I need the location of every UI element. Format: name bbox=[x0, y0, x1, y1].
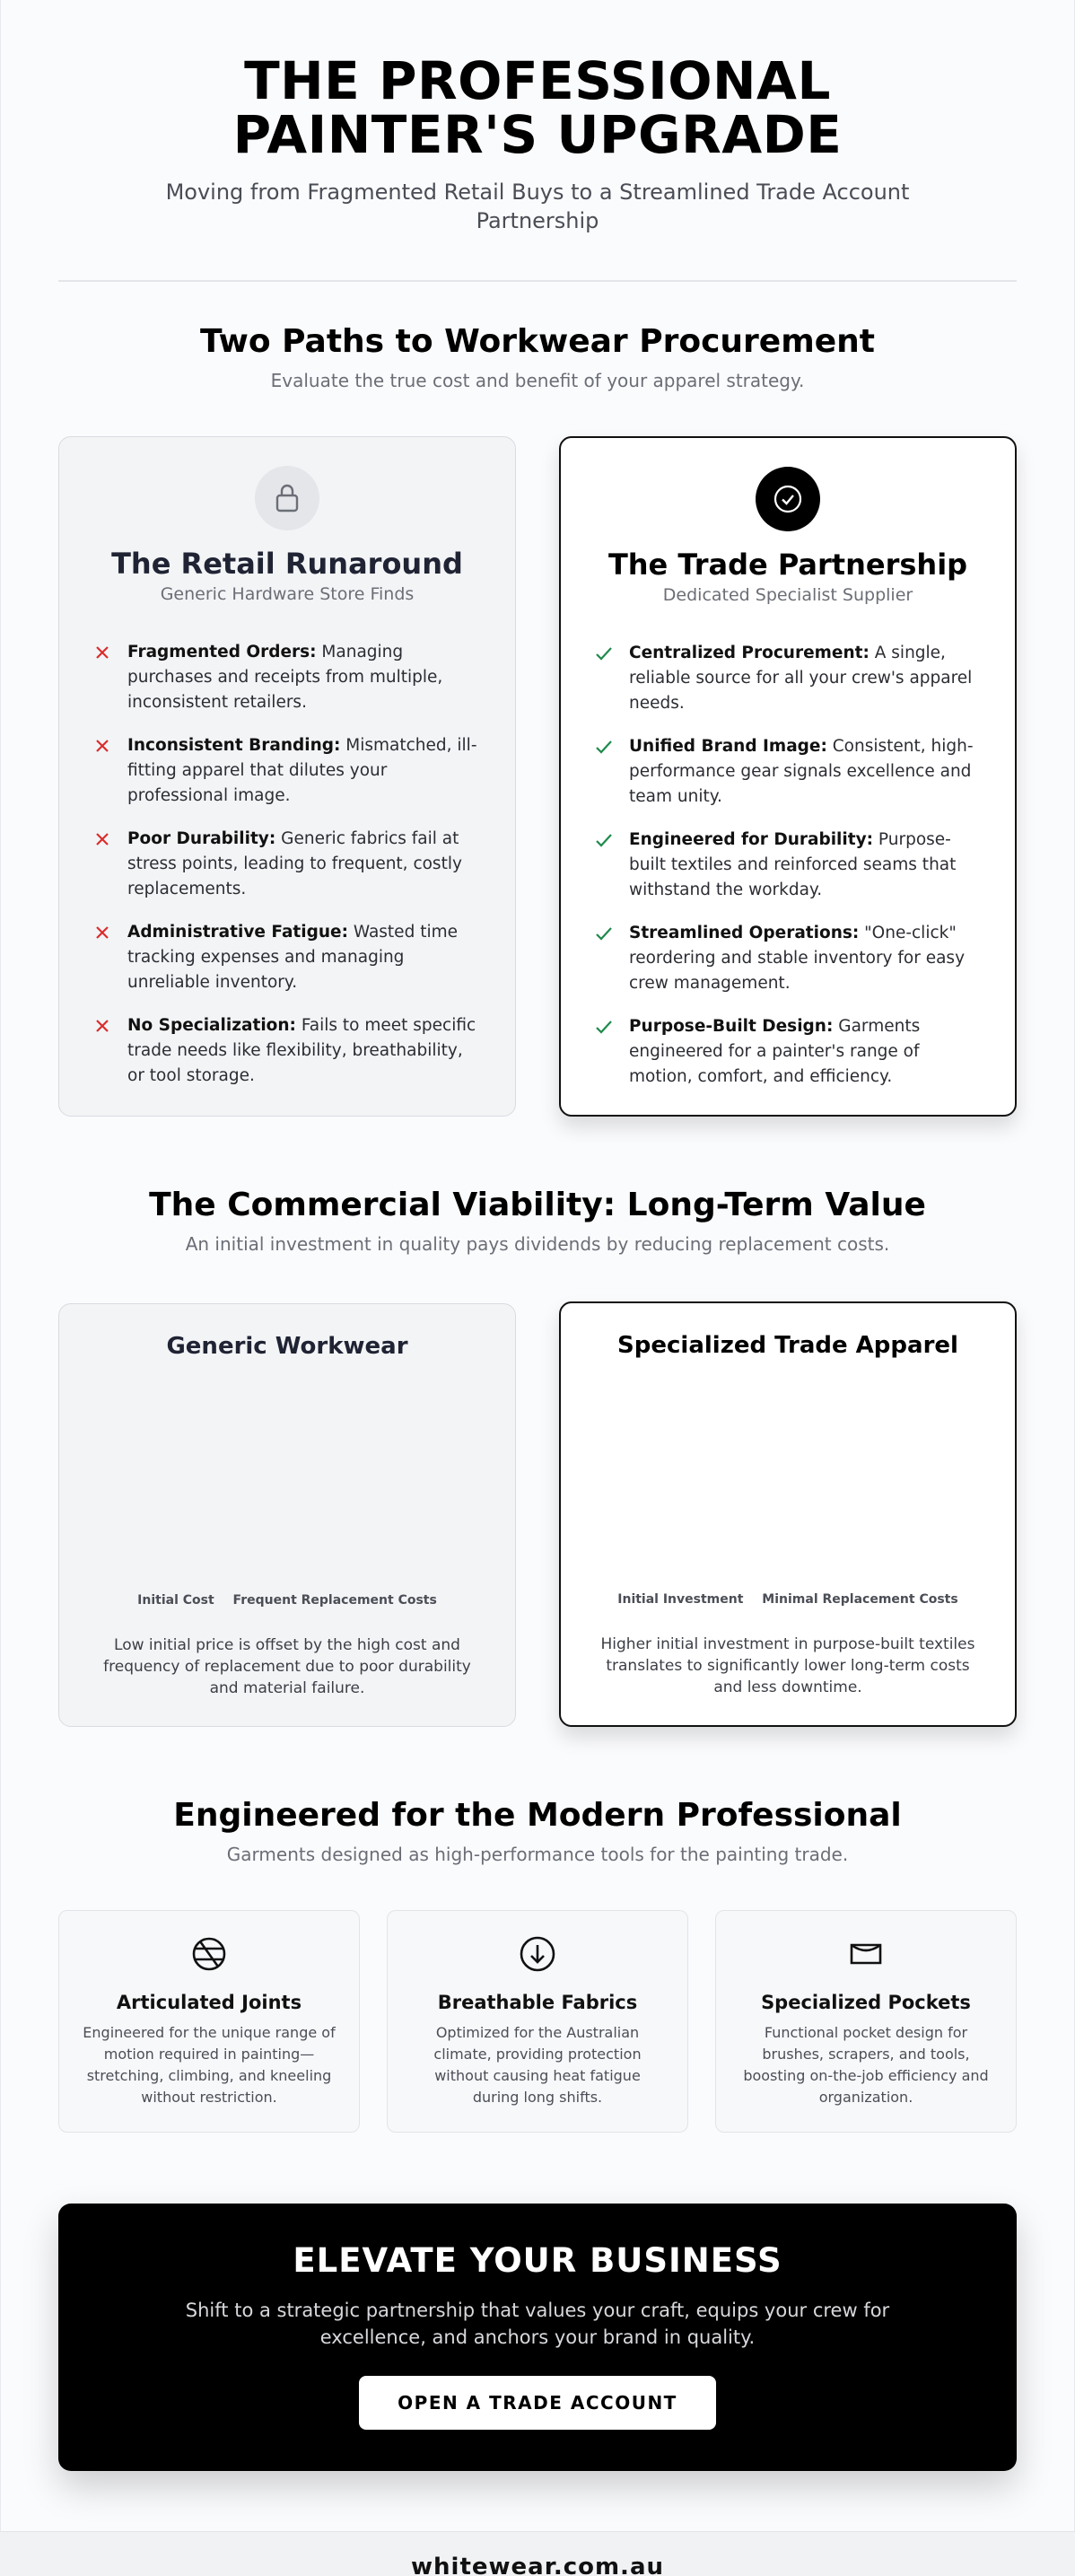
viability-subtitle: An initial investment in quality pays dividends by reducing replacement costs. bbox=[185, 1233, 890, 1255]
item-bold: Poor Durability: bbox=[127, 829, 276, 848]
list-item bbox=[92, 920, 483, 1013]
item-bold: No Specialization: bbox=[127, 1016, 296, 1035]
divider bbox=[58, 280, 1017, 282]
hero bbox=[0, 50, 1075, 235]
viability-title: The Commercial Viability: Long-Term Value bbox=[149, 1187, 926, 1223]
feature-text: Engineered for the unique range of motion required in painting—stretching, climbing, and kneeling without restriction. bbox=[83, 2024, 336, 2106]
item-bold: Centralized Procurement: bbox=[629, 644, 870, 662]
item-text: "One-click" reordering and stable inventory for easy crew management. bbox=[629, 924, 966, 993]
footer-domain: whitewear.com.au bbox=[411, 2554, 664, 2576]
item-text: Managing purchases and receipts from multiple, inconsistent retailers. bbox=[127, 643, 443, 712]
modern-title: Engineered for the Modern Professional bbox=[173, 1797, 902, 1834]
feature-card-specialized-pockets bbox=[715, 1910, 1017, 2133]
check-icon bbox=[593, 641, 615, 666]
pocket-icon bbox=[844, 1932, 887, 1976]
list-item bbox=[593, 641, 983, 734]
item-text: Mismatched, ill-fitting apparel that dilutes your professional image. bbox=[127, 736, 477, 805]
legend-item: Initial Investment bbox=[617, 1592, 744, 1607]
feature-card-articulated-joints bbox=[58, 1910, 360, 2133]
feature-title: Specialized Pockets bbox=[761, 1992, 971, 2013]
trade-list bbox=[593, 641, 983, 1108]
item-bold: Engineered for Durability: bbox=[629, 830, 874, 849]
legend-item: Minimal Replacement Costs bbox=[762, 1592, 958, 1607]
item-bold: Administrative Fatigue: bbox=[127, 923, 348, 942]
item-text: Wasted time tracking expenses and managing unreliable inventory. bbox=[127, 923, 458, 992]
item-bold: Purpose-Built Design: bbox=[629, 1017, 834, 1036]
cta-title: ELEVATE YOUR BUSINESS bbox=[293, 2241, 782, 2280]
item-text: Purpose-built textiles and reinforced seams that withstand the workday. bbox=[629, 830, 957, 899]
cta-text: Shift to a strategic partnership that values your craft, equips your crew for excellence, and anchors your brand in quality. bbox=[185, 2300, 890, 2348]
joint-icon bbox=[188, 1932, 231, 1976]
arrow-down-circle-icon bbox=[516, 1932, 559, 1976]
feature-title: Articulated Joints bbox=[116, 1992, 302, 2013]
trade-card bbox=[559, 436, 1017, 1117]
item-bold: Unified Brand Image: bbox=[629, 737, 827, 756]
check-icon bbox=[593, 921, 615, 946]
check-circle-icon bbox=[756, 467, 820, 531]
list-item bbox=[593, 1014, 983, 1108]
feature-text: Functional pocket design for brushes, scrapers, and tools, boosting on-the-job efficiency and organization. bbox=[743, 2024, 989, 2106]
list-item bbox=[92, 827, 483, 920]
trade-subtitle: Dedicated Specialist Supplier bbox=[662, 585, 913, 605]
list-item bbox=[593, 734, 983, 828]
item-text: A single, reliable source for all your crew's apparel needs. bbox=[629, 644, 973, 713]
item-bold: Fragmented Orders: bbox=[127, 643, 317, 662]
legend-item: Frequent Replacement Costs bbox=[232, 1593, 437, 1608]
item-text: Garments engineered for a painter's range of motion, comfort, and efficiency. bbox=[629, 1017, 921, 1086]
modern-subtitle: Garments designed as high-performance tools for the painting trade. bbox=[226, 1844, 849, 1865]
open-trade-account-button[interactable]: OPEN A TRADE ACCOUNT bbox=[359, 2376, 716, 2430]
cross-icon bbox=[92, 920, 113, 945]
item-text: Fails to meet specific trade needs like flexibility, breathability, or tool storage. bbox=[127, 1016, 476, 1085]
generic-legend bbox=[59, 1593, 515, 1608]
generic-workwear-card bbox=[58, 1303, 516, 1727]
feature-title: Breathable Fabrics bbox=[437, 1992, 638, 2013]
cta-banner bbox=[58, 2204, 1017, 2471]
cross-icon bbox=[92, 640, 113, 665]
list-item bbox=[92, 1013, 483, 1107]
check-icon bbox=[593, 1014, 615, 1039]
paths-subtitle: Evaluate the true cost and benefit of your apparel strategy. bbox=[270, 370, 805, 391]
list-item bbox=[593, 828, 983, 921]
item-text: Generic fabrics fail at stress points, leading to frequent, costly replacements. bbox=[127, 829, 462, 898]
specialized-title: Specialized Trade Apparel bbox=[617, 1332, 958, 1359]
feature-card-breathable-fabrics bbox=[387, 1910, 688, 2133]
retail-subtitle: Generic Hardware Store Finds bbox=[160, 584, 415, 604]
paths-title: Two Paths to Workwear Procurement bbox=[200, 323, 875, 360]
lock-icon bbox=[255, 466, 319, 530]
footer bbox=[0, 2531, 1075, 2576]
check-icon bbox=[593, 828, 615, 853]
feature-text: Optimized for the Australian climate, providing protection without causing heat fatigue during long shifts. bbox=[433, 2024, 642, 2106]
retail-list bbox=[92, 640, 483, 1107]
retail-card bbox=[58, 436, 516, 1117]
list-item bbox=[593, 921, 983, 1014]
trade-title: The Trade Partnership bbox=[607, 548, 968, 582]
retail-title: The Retail Runaround bbox=[111, 547, 463, 581]
item-bold: Streamlined Operations: bbox=[629, 924, 860, 942]
generic-description: Low initial price is offset by the high cost and frequency of replacement due to poor durability and material failure. bbox=[103, 1636, 471, 1697]
item-bold: Inconsistent Branding: bbox=[127, 736, 341, 755]
cross-icon bbox=[92, 1013, 113, 1038]
cross-icon bbox=[92, 827, 113, 852]
specialized-apparel-card bbox=[559, 1301, 1017, 1727]
list-item bbox=[92, 640, 483, 733]
cross-icon bbox=[92, 733, 113, 758]
list-item bbox=[92, 733, 483, 827]
specialized-chart-area bbox=[597, 1382, 979, 1562]
item-text: Consistent, high-performance gear signals excellence and team unity. bbox=[629, 737, 974, 806]
specialized-legend bbox=[561, 1592, 1015, 1607]
generic-title: Generic Workwear bbox=[166, 1333, 408, 1360]
legend-item: Initial Cost bbox=[137, 1593, 214, 1608]
hero-subtitle: Moving from Fragmented Retail Buys to a Streamlined Trade Account Partnership bbox=[165, 180, 910, 233]
check-icon bbox=[593, 734, 615, 759]
hero-title: THE PROFESSIONAL PAINTER'S UPGRADE bbox=[232, 50, 843, 165]
specialized-description: Higher initial investment in purpose-built textiles translates to significantly lower long-term costs and less downtime. bbox=[600, 1635, 975, 1696]
generic-chart-area bbox=[95, 1383, 479, 1563]
